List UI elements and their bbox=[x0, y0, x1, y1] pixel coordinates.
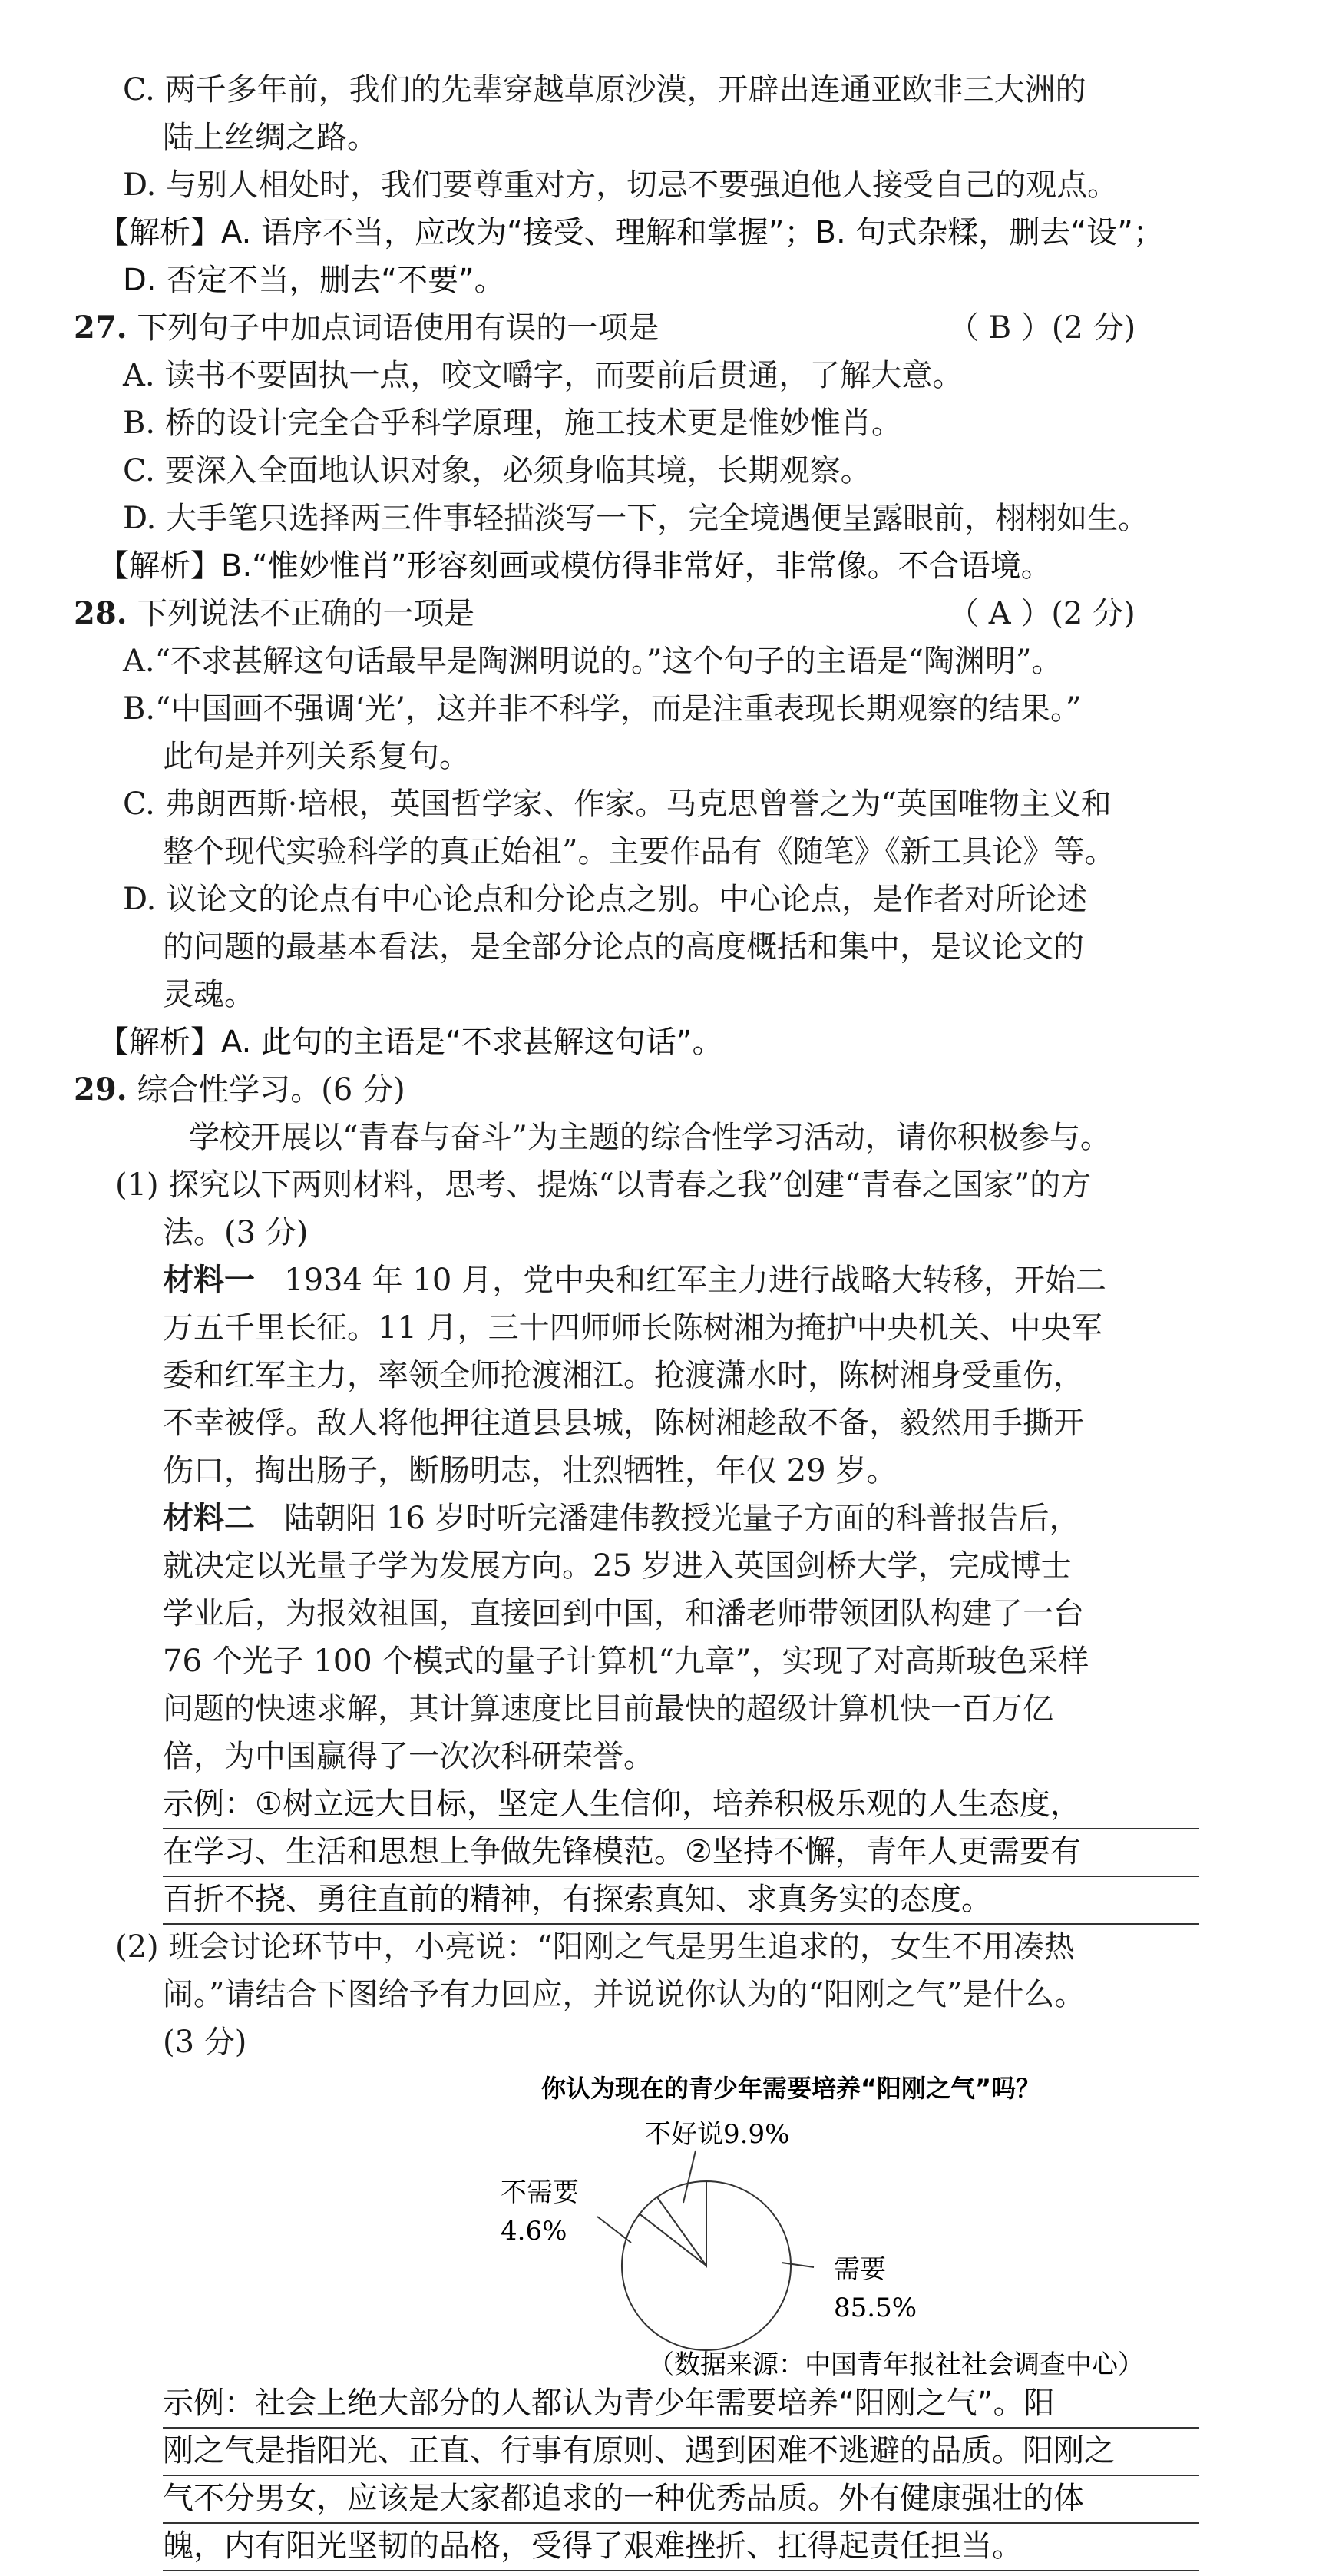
q26-option-c-line1: C. 两千多年前，我们的先辈穿越草原沙漠，开辟出连通亚欧非三大洲的 bbox=[123, 72, 1086, 108]
label-not-sure: 不好说9.9% bbox=[645, 2119, 790, 2150]
q29-sub1-line1: (1) 探究以下两则材料，思考、提炼“以青春之我”创建“青春之国家”的方 bbox=[115, 1167, 1092, 1203]
q27-number: 27. bbox=[74, 310, 127, 346]
q27-option-d: D. 大手笔只选择两三件事轻描淡写一下，完全境遇便呈露眼前，栩栩如生。 bbox=[123, 501, 1149, 536]
value-needed: 85.5% bbox=[834, 2293, 917, 2323]
q28-answer: （ A ）(2 分) bbox=[948, 596, 1136, 631]
q28-stem-line bbox=[74, 591, 474, 636]
q26-analysis-line1: 【解析】A. 语序不当，应改为“接受、理解和掌握”；B. 句式杂糅，删去“设”； bbox=[98, 215, 1164, 250]
material1-label: 材料一 bbox=[163, 1262, 255, 1298]
q29-material1-line1 bbox=[163, 1258, 1106, 1303]
q29-sub2-line1: (2) 班会讨论环节中，小亮说：“阳刚之气是男生追求的，女生不用凑热 bbox=[115, 1929, 1075, 1965]
q29-material1-line2: 万五千里长征。11 月，三十四师师长陈树湘为掩护中央机关、中央军 bbox=[163, 1310, 1102, 1346]
q28-analysis: 【解析】A. 此句的主语是“不求甚解这句话”。 bbox=[98, 1025, 723, 1060]
q28-option-b-line1: B.“中国画不强调‘光’，这并非不科学，而是注重表现长期观察的结果。” bbox=[123, 691, 1082, 727]
q27-stem-line bbox=[74, 306, 659, 350]
q29-intro: 学校开展以“青春与奋斗”为主题的综合性学习活动，请你积极参与。 bbox=[189, 1120, 1111, 1155]
q29-material2-line5: 问题的快速求解，其计算速度比目前最快的超级计算机快一百万亿 bbox=[163, 1691, 1053, 1727]
q28-option-d-line3: 灵魂。 bbox=[163, 977, 255, 1012]
q29-material2-line4: 76 个光子 100 个模式的量子计算机“九章”，实现了对高斯玻色采样 bbox=[163, 1644, 1089, 1679]
value-not-needed: 4.6% bbox=[501, 2216, 567, 2247]
q29-material2-line2: 就决定以光量子学为发展方向。25 岁进入英国剑桥大学，完成博士 bbox=[163, 1548, 1072, 1584]
q27-option-b: B. 桥的设计完全合乎科学原理，施工技术更是惟妙惟肖。 bbox=[123, 406, 902, 441]
chart-source: （数据来源：中国青年报社社会调查中心） bbox=[648, 2349, 1144, 2380]
chart-title: 你认为现在的青少年需要培养“阳刚之气”吗？ bbox=[540, 2074, 1041, 2103]
q29-material1-line4: 不幸被俘。敌人将他押往道县县城，陈树湘趁敌不备，毅然用手撕开 bbox=[163, 1406, 1084, 1441]
q28-option-d-line1: D. 议论文的论点有中心论点和分论点之别。中心论点，是作者对所论述 bbox=[123, 882, 1088, 917]
q29-answer1-line1: 示例：①树立远大目标，坚定人生信仰，培养积极乐观的人生态度， bbox=[163, 1782, 1199, 1829]
q29-number: 29. bbox=[74, 1071, 127, 1108]
q27-answer: （ B ）(2 分) bbox=[948, 310, 1136, 346]
q29-answer2-line4: 魄，内有阳光坚韧的品格，受得了艰难挫折、扛得起责任担当。 bbox=[163, 2524, 1199, 2571]
q29-stem-line bbox=[74, 1068, 405, 1112]
material1-text-line1: 1934 年 10 月，党中央和红军主力进行战略大转移，开始二 bbox=[284, 1263, 1106, 1298]
q27-option-a: A. 读书不要固执一点，咬文嚼字，而要前后贯通，了解大意。 bbox=[123, 358, 964, 393]
q29-answer2-line2: 刚之气是指阳光、正直、行事有原则、遇到困难不逃避的品质。阳刚之 bbox=[163, 2429, 1199, 2476]
q28-option-a: A.“不求甚解这句话最早是陶渊明说的。”这个句子的主语是“陶渊明”。 bbox=[123, 644, 1063, 679]
q29-answer2-line1: 示例：社会上绝大部分的人都认为青少年需要培养“阳刚之气”。阳 bbox=[163, 2381, 1199, 2429]
q29-sub2-line3: (3 分) bbox=[163, 2025, 247, 2060]
q26-analysis-line2: D. 否定不当，删去“不要”。 bbox=[123, 263, 505, 298]
q28-number: 28. bbox=[74, 595, 127, 631]
q29-sub1-line2: 法。(3 分) bbox=[163, 1215, 309, 1250]
q29-material2-line6: 倍，为中国赢得了一次次科研荣誉。 bbox=[163, 1739, 654, 1774]
material2-label: 材料二 bbox=[163, 1500, 255, 1536]
q29-stem: 综合性学习。(6 分) bbox=[137, 1072, 405, 1108]
leader-not-needed bbox=[597, 2217, 631, 2243]
material2-text-line1: 陆朝阳 16 岁时听完潘建伟教授光量子方面的科普报告后， bbox=[284, 1501, 1080, 1536]
q28-option-d-line2: 的问题的最基本看法，是全部分论点的高度概括和集中，是议论文的 bbox=[163, 929, 1084, 965]
q29-material1-line5: 伤口，掏出肠子，断肠明志，壮烈牺牲，年仅 29 岁。 bbox=[163, 1453, 898, 1488]
q29-material1-line3: 委和红军主力，率领全师抢渡湘江。抢渡潇水时，陈树湘身受重伤， bbox=[163, 1358, 1084, 1393]
label-needed: 需要 bbox=[834, 2254, 886, 2285]
pie-chart bbox=[430, 2066, 1167, 2381]
q28-option-b-line2: 此句是并列关系复句。 bbox=[163, 739, 470, 774]
q28-option-c-line1: C. 弗朗西斯·培根，英国哲学家、作家。马克思曾誉之为“英国唯物主义和 bbox=[123, 786, 1112, 822]
q29-material2-line3: 学业后，为报效祖国，直接回到中国，和潘老师带领团队构建了一台 bbox=[163, 1596, 1084, 1631]
q26-option-c-line2: 陆上丝绸之路。 bbox=[163, 120, 378, 155]
label-not-needed: 不需要 bbox=[501, 2177, 579, 2208]
pie-slices bbox=[622, 2181, 791, 2350]
q28-stem: 下列说法不正确的一项是 bbox=[137, 596, 475, 631]
q26-option-d: D. 与别人相处时，我们要尊重对方，切忌不要强迫他人接受自己的观点。 bbox=[123, 167, 1119, 203]
q27-option-c: C. 要深入全面地认识对象，必须身临其境，长期观察。 bbox=[123, 453, 871, 488]
q29-answer2-line3: 气不分男女，应该是大家都追求的一种优秀品质。外有健康强壮的体 bbox=[163, 2476, 1199, 2524]
q28-option-c-line2: 整个现代实验科学的真正始祖”。主要作品有《随笔》《新工具论》等。 bbox=[163, 834, 1116, 869]
q27-stem: 下列句子中加点词语使用有误的一项是 bbox=[137, 310, 660, 346]
q27-analysis: 【解析】B.“惟妙惟肖”形容刻画或模仿得非常好，非常像。不合语境。 bbox=[98, 548, 1052, 584]
q29-sub2-line2: 闹。”请结合下图给予有力回应，并说说你认为的“阳刚之气”是什么。 bbox=[163, 1977, 1086, 2012]
q29-material2-line1 bbox=[163, 1496, 1079, 1541]
q29-answer1-line3: 百折不挠、勇往直前的精神，有探索真知、求真务实的态度。 bbox=[163, 1877, 1199, 1925]
q29-answer1-line2: 在学习、生活和思想上争做先锋模范。②坚持不懈，青年人更需要有 bbox=[163, 1829, 1199, 1877]
